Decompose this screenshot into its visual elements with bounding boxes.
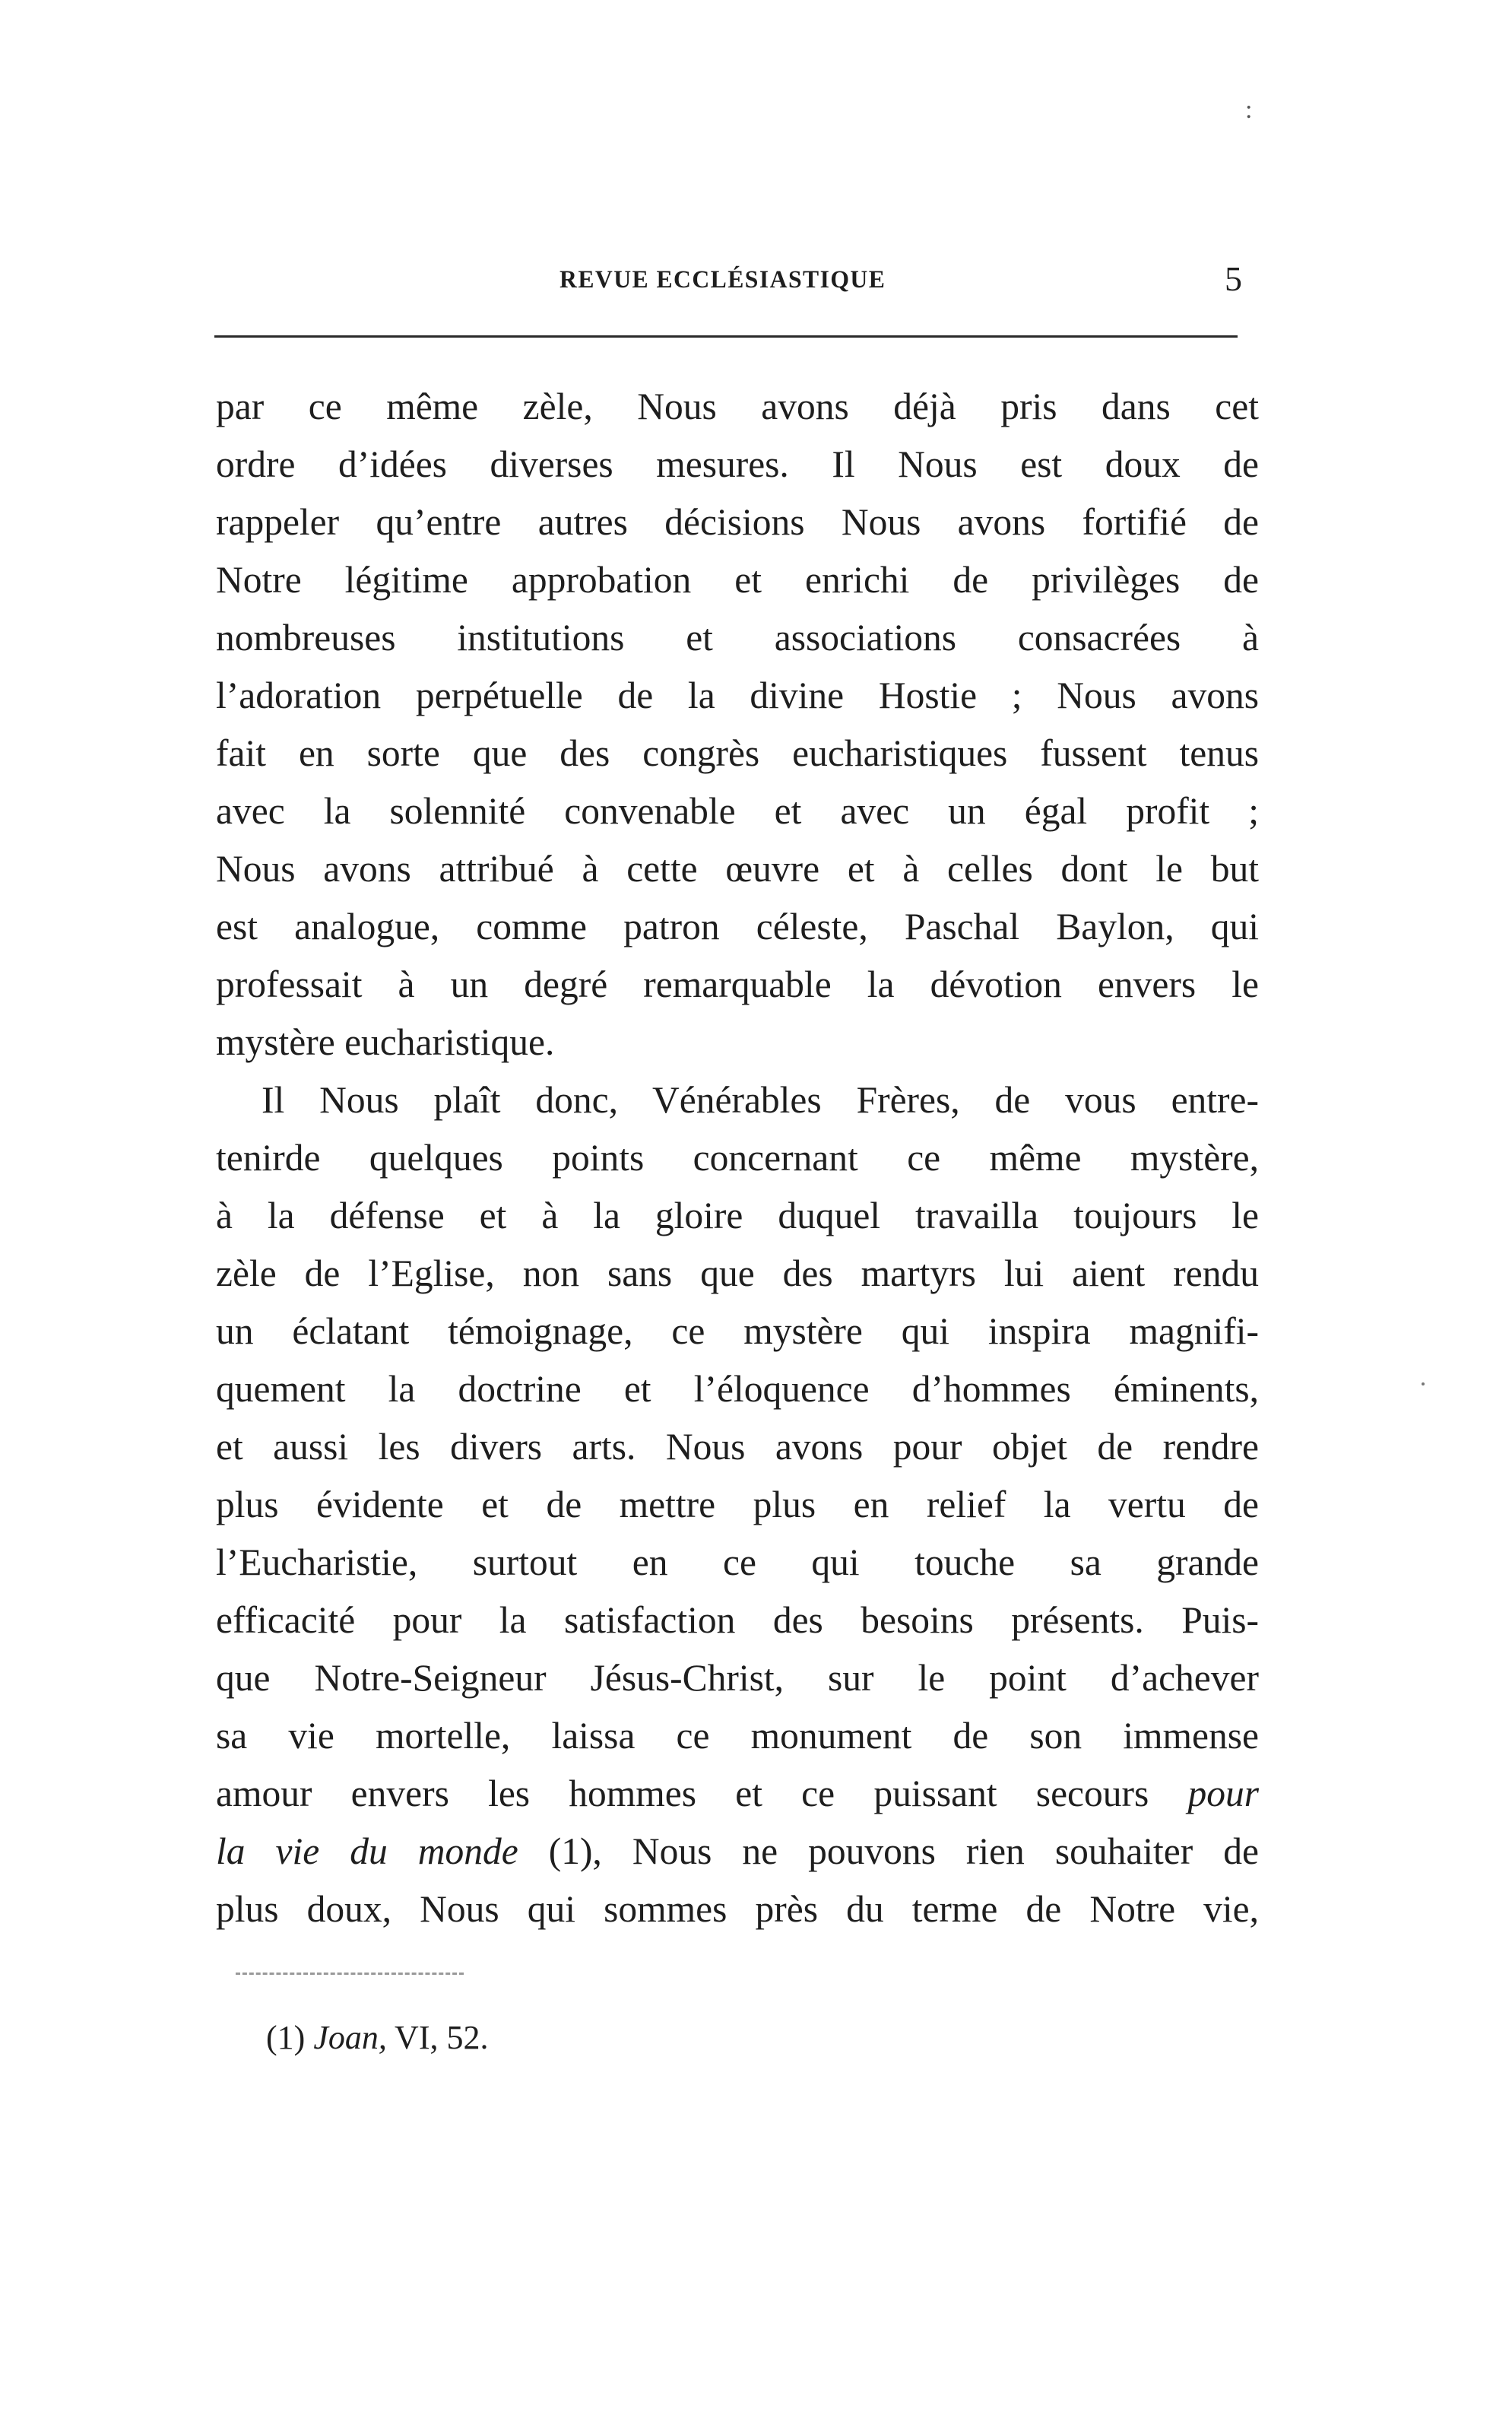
text-line: que Notre-Seigneur Jésus-Christ, sur le point d’achever xyxy=(216,1657,1259,1699)
text-fragment: Nous ne pouvons rien souhaiter de xyxy=(601,1830,1259,1872)
text-line: l’Eucharistie, surtout en ce qui touche sa grande xyxy=(216,1541,1259,1583)
text-line: fait en sorte que des congrès eucharistiques fussent tenus xyxy=(216,732,1259,774)
text-line: ordre d’idées diverses mesures. Il Nous est doux de xyxy=(216,443,1259,485)
text-line: Notre légitime approbation et enrichi de privilèges de xyxy=(216,559,1259,601)
text-line: plus évidente et de mettre plus en relief la vertu de xyxy=(216,1484,1259,1525)
text-line: par ce même zèle, Nous avons déjà pris dans cet xyxy=(216,386,1259,427)
text-line: à la défense et à la gloire duquel travailla toujours le xyxy=(216,1195,1259,1236)
text-line: plus doux, Nous qui sommes près du terme de Notre vie, xyxy=(216,1888,1259,1930)
running-title: REVUE ECCLÉSIASTIQUE xyxy=(559,266,886,294)
text-line: efficacité pour la satisfaction des besoins présents. Puis- xyxy=(216,1599,1259,1641)
text-line: sa vie mortelle, laissa ce monument de son immense xyxy=(216,1715,1259,1757)
page-number: 5 xyxy=(1225,259,1242,298)
italic-fragment: pour xyxy=(1187,1773,1259,1814)
text-line: mystère eucharistique. xyxy=(216,1021,555,1063)
text-line: professait à un degré remarquable la dévotion envers le xyxy=(216,963,1259,1005)
text-line: Il Nous plaît donc, Vénérables Frères, de vous entre- xyxy=(262,1079,1259,1121)
text-line: quement la doctrine et l’éloquence d’hommes éminents, xyxy=(216,1368,1259,1410)
margin-mark: : xyxy=(1245,96,1253,124)
text-line-mixed xyxy=(216,1765,1259,1823)
text-line: l’adoration perpétuelle de la divine Hostie ; Nous avons xyxy=(216,674,1259,716)
footnote-source: Joan, xyxy=(313,2019,387,2056)
running-header xyxy=(214,259,1250,304)
text-line: Nous avons attribué à cette œuvre et à celles dont le but xyxy=(216,848,1259,890)
text-line: rappeler qu’entre autres décisions Nous avons fortifié de xyxy=(216,501,1259,543)
text-line: tenirde quelques points concernant ce même mystère, xyxy=(216,1137,1259,1179)
footnote-citation: VI, 52. xyxy=(386,2019,489,2056)
text-line: zèle de l’Eglise, non sans que des martyrs lui aient rendu xyxy=(216,1252,1259,1294)
italic-fragment: la vie du monde xyxy=(216,1830,518,1872)
footnote-rule xyxy=(236,1973,464,1975)
text-fragment: amour envers les hommes et ce puissant secours xyxy=(216,1773,1149,1814)
header-rule xyxy=(214,335,1238,338)
text-line: et aussi les divers arts. Nous avons pour objet de rendre xyxy=(216,1426,1259,1468)
text-line: est analogue, comme patron céleste, Paschal Baylon, qui xyxy=(216,906,1259,947)
text-line: nombreuses institutions et associations consacrées à xyxy=(216,617,1259,659)
text-line-mixed xyxy=(216,1823,1259,1881)
margin-dot xyxy=(1422,1382,1425,1385)
footnote-marker: (1) xyxy=(266,2019,314,2056)
text-line: avec la solennité convenable et avec un égal profit ; xyxy=(216,790,1259,832)
text-line: un éclatant témoignage, ce mystère qui inspira magnifi- xyxy=(216,1310,1259,1352)
body-text xyxy=(216,378,1259,1938)
footnote xyxy=(266,2017,488,2059)
footnote-reference: (1), xyxy=(518,1830,602,1872)
